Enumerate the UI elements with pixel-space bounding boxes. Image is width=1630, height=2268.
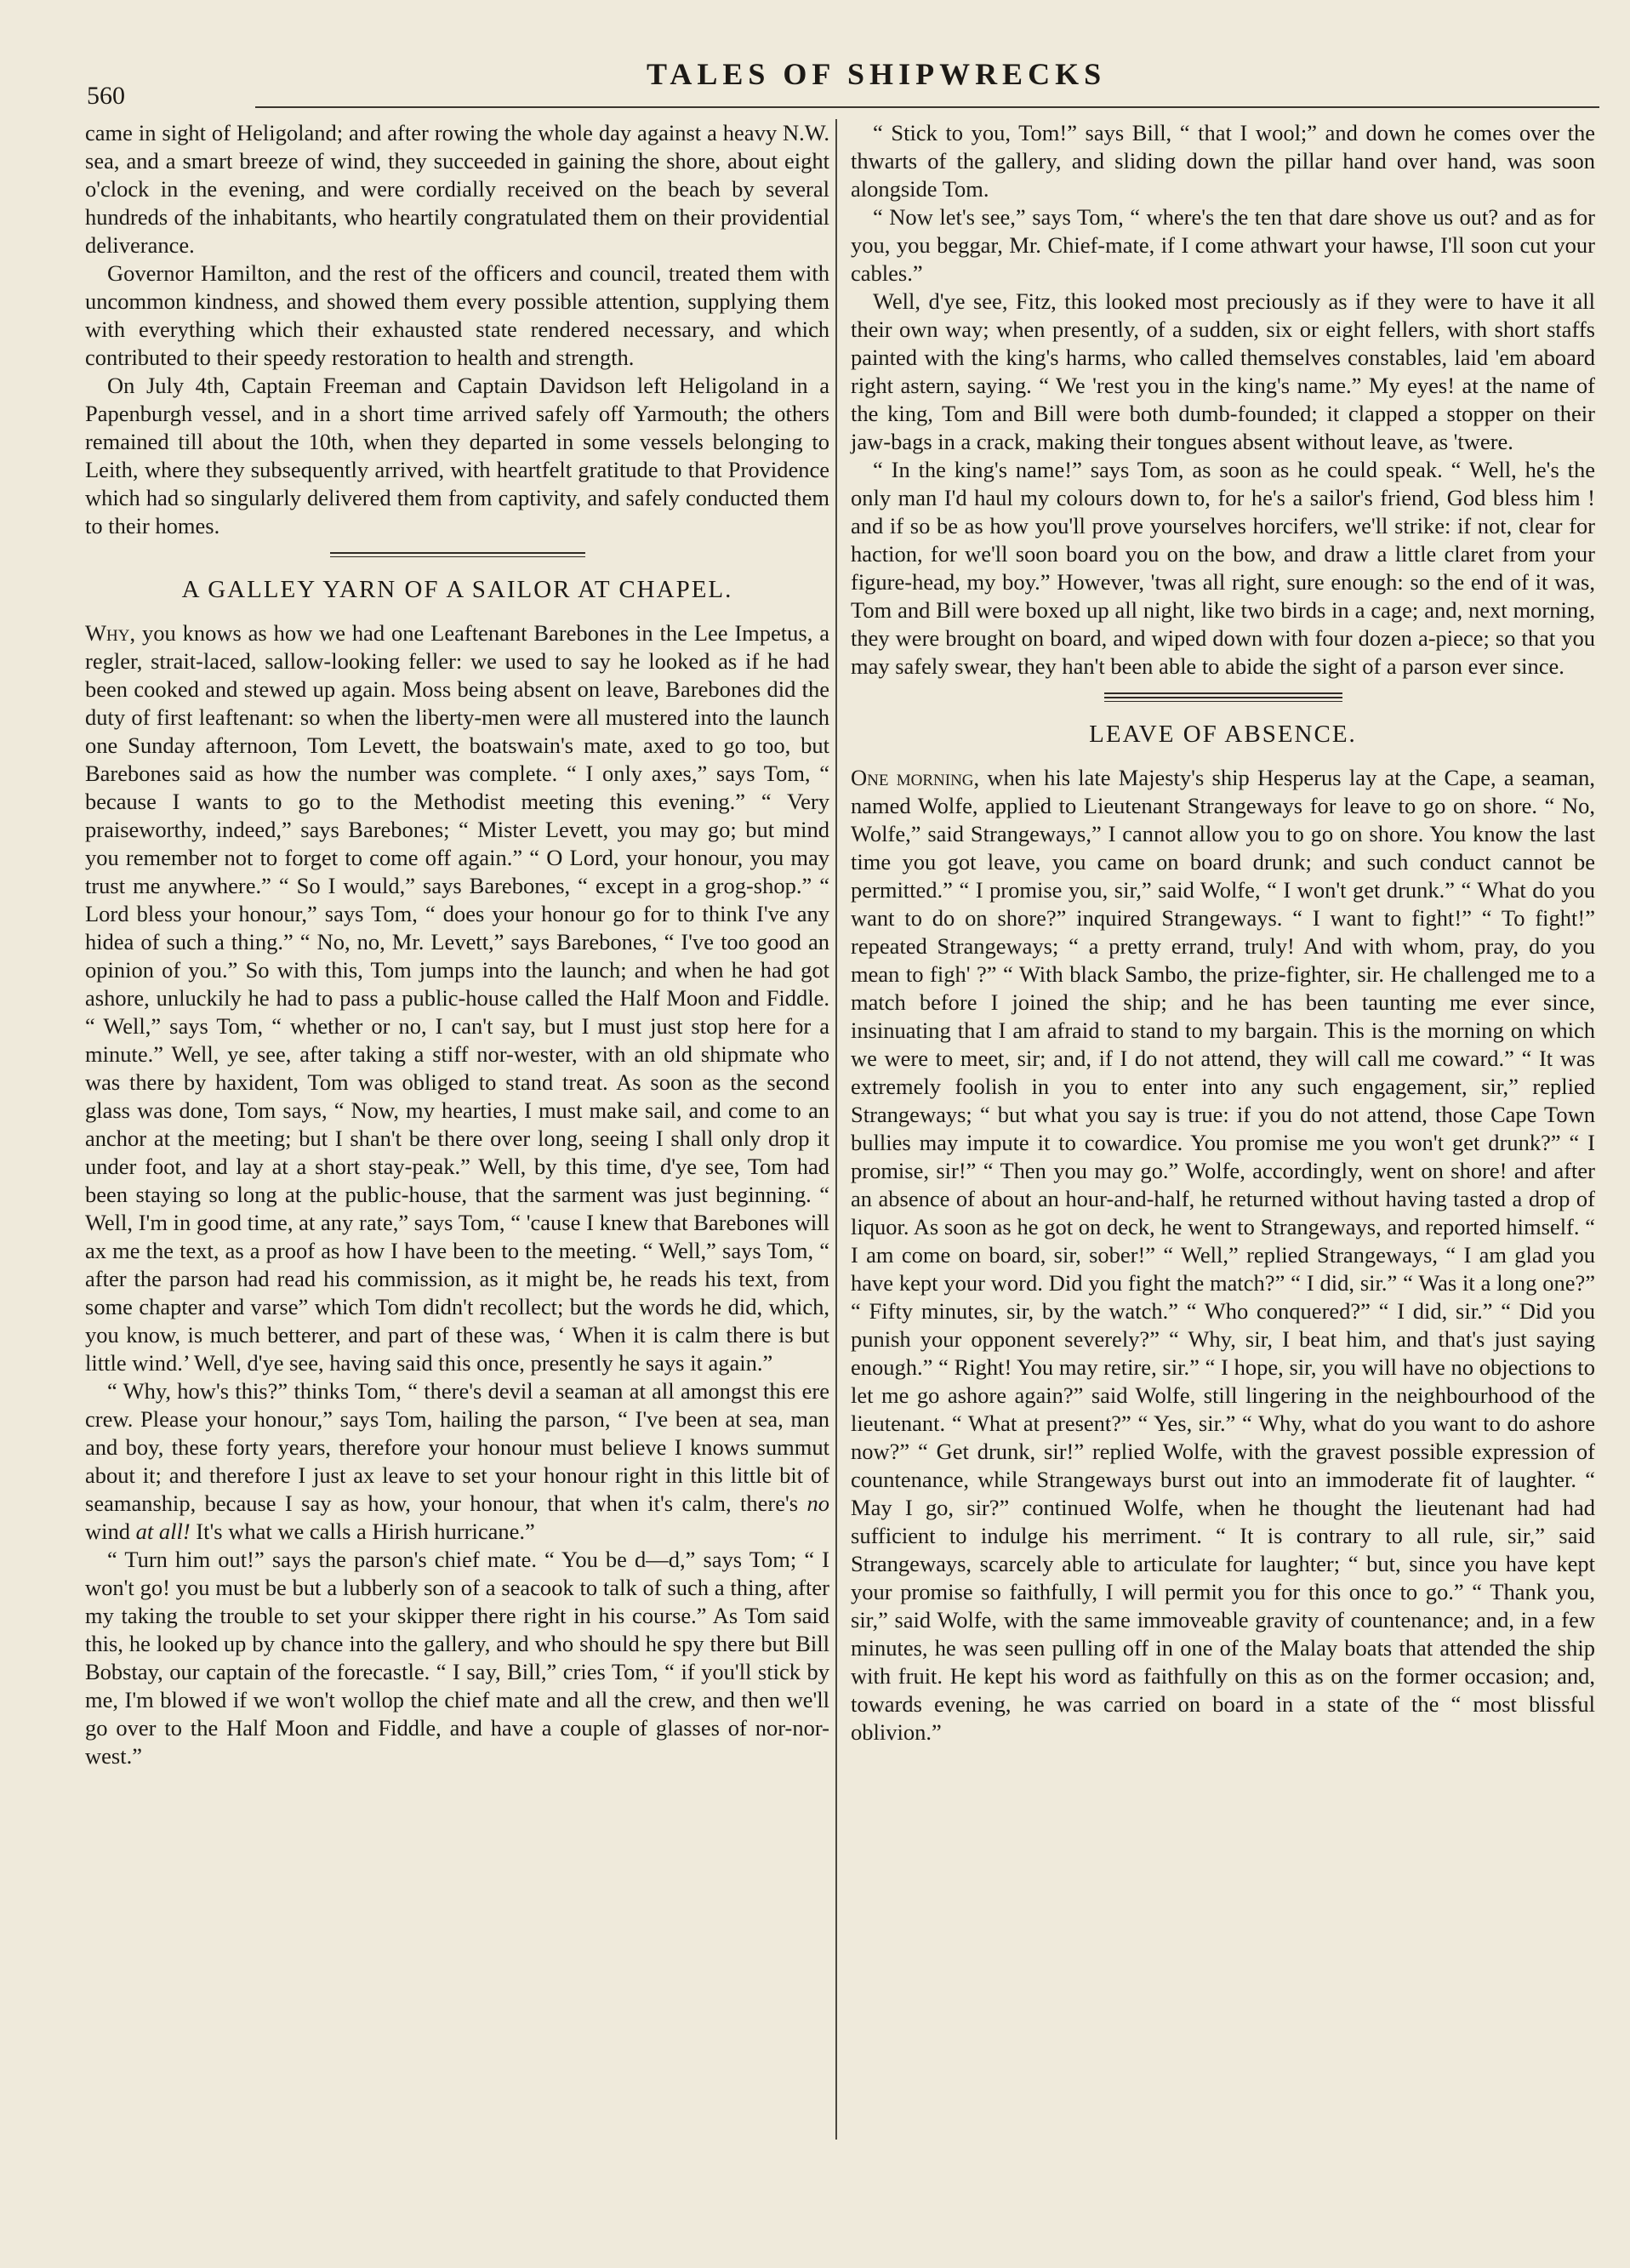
section-separator	[1104, 692, 1342, 702]
paragraph-text: It's what we calls a Hirish hurricane.”	[190, 1519, 535, 1544]
page-number: 560	[87, 82, 125, 110]
story-title: A GALLEY YARN OF A SAILOR AT CHAPEL.	[181, 576, 733, 603]
paragraph-text: “ Why, how's this?” thinks Tom, “ there's devil a seaman at all amongst this ere crew. Please your honour,” says Tom, hailing the parson, “ I've been at sea, man and boy, these forty years, therefore your honour must believe I knows summut about it; and therefore I just ax leave to set your honour right in this little bit of seamanship, because I say as how, your honour, that when it's calm, there's	[85, 1378, 829, 1516]
paragraph: Governor Hamilton, and the rest of the officers and council, treated them with uncommon kindness, and showed them every possible attention, supplying them with everything which their exhausted state rendered necessary, and which contributed to their speedy restoration to health and strength.	[85, 260, 829, 370]
paragraph-text: you knows as how we had one Leaftenant Barebones in the Lee Impetus, a regler, strait-laced, sallow-looking feller: we used to say he looked as if he had been cooked and stewed up again. Moss being absent on leave, Barebones did the duty of first leaftenant: so when the liberty-men were all mustered into the launch one Sunday afternoon, Tom Levett, the boatswain's mate, axed to go too, but Barebones said as how the number was complete. “ I only axes,” says Tom, “ because I wants to go to the Methodist meeting this evening.” “ Very praiseworthy, indeed,” says Barebones; “ Mister Levett, you may go; but mind you remember not to forget to come off again.” “ O Lord, your honour, you may trust me anywhere.” “ So I would,” says Barebones, “ except in a grog-shop.” “ Lord bless your honour,” says Tom, “ does your honour go for to think I've any hidea of such a thing.” “ No, no, Mr. Levett,” says Barebones, “ I've too good an opinion of you.” So with this, Tom jumps into the launch; and when he had got ashore, unluckily he had to pass a public-house called the Half Moon and Fiddle. “ Well,” says Tom, “ whether or no, I can't say, but I must just stop here for a minute.” Well, ye see, after taking a stiff nor-wester, with an old shipmate who was there by haxident, Tom was obliged to stand treat. As soon as the second glass was done, Tom says, “ Now, my hearties, I must make sail, and come to an anchor at the meeting; but I shan't be there over long, seeing I shall only drop it under foot, and lay at a short stay-peak.” Well, by this time, d'ye see, Tom had been staying so long at the public-house, that the sarment was just beginning. “ Well, I'm in good time, at any rate,” says Tom, “ 'cause I knew that Barebones will ax me the text, as a proof as how I have been to the meeting. “ Well,” says Tom, “ after the parson had read his commission, as it might be, he reads his text, from some chapter and varse” which Tom didn't recollect; but the words he did, which, you know, is much betterer, and part of these was, ‘ When it is calm there is but little wind.’ Well, d'ye see, having said this once, presently he says it again.”	[85, 620, 829, 1376]
opening-words: One morning,	[851, 765, 980, 790]
paragraph	[851, 764, 1595, 1747]
paragraph: Well, d'ye see, Fitz, this looked most preciously as if they were to have it all their own way; when presently, of a sudden, six or eight fellers, with short staffs painted with the king's harms, who called themselves constables, laid 'em aboard right astern, saying. “ We 'rest you in the king's name.” My eyes! at the name of the king, Tom and Bill were both dumb-founded; it clapped a stopper on their jaw-bags in a crack, making their tongues absent without leave, as 'twere.	[851, 288, 1595, 454]
paragraph: “ Stick to you, Tom!” says Bill, “ that I wool;” and down he comes over the thwarts of the gallery, and sliding down the pillar hand over hand, was soon alongside Tom.	[851, 120, 1595, 202]
paragraph: “ Turn him out!” says the parson's chief mate. “ You be d—d,” says Tom; “ I won't go! you must be but a lubberly son of a seacook to talk of such a thing, after my taking the trouble to set your skipper there right in his course.” As Tom said this, he looked up by chance into the gallery, and who should he spy there but Bill Bobstay, our captain of the forecastle. “ I say, Bill,” cries Tom, “ if you'll stick by me, I'm blowed if we won't wollop the chief mate and all the crew, and then we'll go over to the Half Moon and Fiddle, and have a couple of glasses of nor-nor-west.”	[85, 1547, 829, 1769]
paragraph: “ Now let's see,” says Tom, “ where's the ten that dare shove us out? and as for you, you beggar, Mr. Chief-mate, if I come athwart your hawse, I'll soon cut your cables.”	[851, 204, 1595, 286]
running-title: TALES OF SHIPWRECKS	[647, 57, 1107, 91]
opening-word: Why,	[85, 620, 136, 646]
paragraph: “ In the king's name!” says Tom, as soon as he could speak. “ Well, he's the only man I'd haul my colours down to, for he's a sailor's friend, God bless him ! and if so be as how you'll prove yourselves horcifers, we'll strike: if not, clear for haction, for we'll soon board you on the bow, and draw a little claret from your figure-head, my boy.” However, 'twas all right, sure enough: so the end of it was, Tom and Bill were boxed up all night, like two birds in a cage; and, next morning, they were brought on board, and wiped down with four dozen a-piece; so that you may safely swear, they han't been able to abide the sight of a parson ever since.	[851, 457, 1595, 679]
paragraph: came in sight of Heligoland; and after rowing the whole day against a heavy N.W. sea, and a smart breeze of wind, they succeeded in gaining the shore, about eight o'clock in the evening, and were cordially received on the beach by several hundreds of the inhabitants, who heartily congratulated them on their providential deliverance.	[85, 120, 829, 258]
section-separator	[330, 552, 585, 557]
left-column	[85, 119, 829, 1770]
emphasis: at all!	[135, 1519, 191, 1544]
paragraph	[85, 1377, 829, 1546]
story-title: LEAVE OF ABSENCE.	[1089, 721, 1357, 748]
right-column	[851, 119, 1595, 1747]
paragraph: On July 4th, Captain Freeman and Captain Davidson left Heligoland in a Papenburgh vessel, and in a short time arrived safely off Yarmouth; the others remained till about the 10th, when they departed in some vessels belonging to Leith, where they subsequently arrived, with heartfelt gratitude to that Providence which had so singularly delivered them from captivity, and safely conducted them to their homes.	[85, 373, 829, 539]
paragraph-text: wind	[85, 1519, 136, 1544]
header-rule	[255, 106, 1599, 108]
column-divider	[835, 119, 837, 2140]
paragraph	[85, 619, 829, 1377]
emphasis: no	[806, 1490, 829, 1516]
paragraph-text: when his late Majesty's ship Hesperus lay at the Cape, a seaman, named Wolfe, applied to Lieutenant Strangeways for leave to go on shore. “ No, Wolfe,” said Strangeways,” I cannot allow you to go on shore. You know the last time you got leave, you came on board drunk; and such conduct cannot be permitted.” “ I promise you, sir,” said Wolfe, “ I won't get drunk.” “ What do you want to do on shore?” inquired Strangeways. “ I want to fight!” “ To fight!” repeated Strangeways; “ a pretty errand, truly! And with whom, pray, do you mean to figh' ?” “ With black Sambo, the prize-fighter, sir. He challenged me to a match before I joined the ship; and he has been taunting me ever since, insinuating that I am afraid to stand to my bargain. This is the morning on which we were to meet, sir; and, if I do not attend, they will call me coward.” “ It was extremely foolish in you to enter into any such engagement, sir,” replied Strangeways; “ but what you say is true: if you do not attend, those Cape Town bullies may impute it to cowardice. You promise me you won't get drunk?” “ I promise, sir!” “ Then you may go.” Wolfe, accordingly, went on shore! and after an absence of about an hour-and-half, he returned without having tasted a drop of liquor. As soon as he got on deck, he went to Strangeways, and reported himself. “ I am come on board, sir, sober!” “ Well,” replied Strangeways, “ I am glad you have kept your word. Did you fight the match?” “ I did, sir.” “ Was it a long one?” “ Fifty minutes, sir, by the watch.” “ Who conquered?” “ I did, sir.” “ Did you punish your opponent severely?” “ Why, sir, I beat him, and that's just saying enough.” “ Right! You may retire, sir.” “ I hope, sir, you will have no objections to let me go ashore again?” said Wolfe, still lingering in the neighbourhood of the lieutenant. “ What at present?” “ Yes, sir.” “ Why, what do you want to do ashore now?” “ Get drunk, sir!” replied Wolfe, with the gravest possible expression of countenance, while Strangeways burst out into an immoderate fit of laughter. “ May I go, sir?” continued Wolfe, when he thought the lieutenant had had sufficient to indulge his merriment. “ It is contrary to all rule, sir,” said Strangeways, scarcely able to articulate for laughter; “ but, since you have kept your promise so faithfully, I will permit you for this once to go.” “ Thank you, sir,” said Wolfe, with the same immoveable gravity of countenance; and, in a few minutes, he was seen pulling off in one of the Malay boats that attended the ship with fruit. He kept his word as faithfully on this as on the former occasion; and, towards evening, he was carried on board in a state of the “ most blissful oblivion.”	[851, 765, 1595, 1745]
